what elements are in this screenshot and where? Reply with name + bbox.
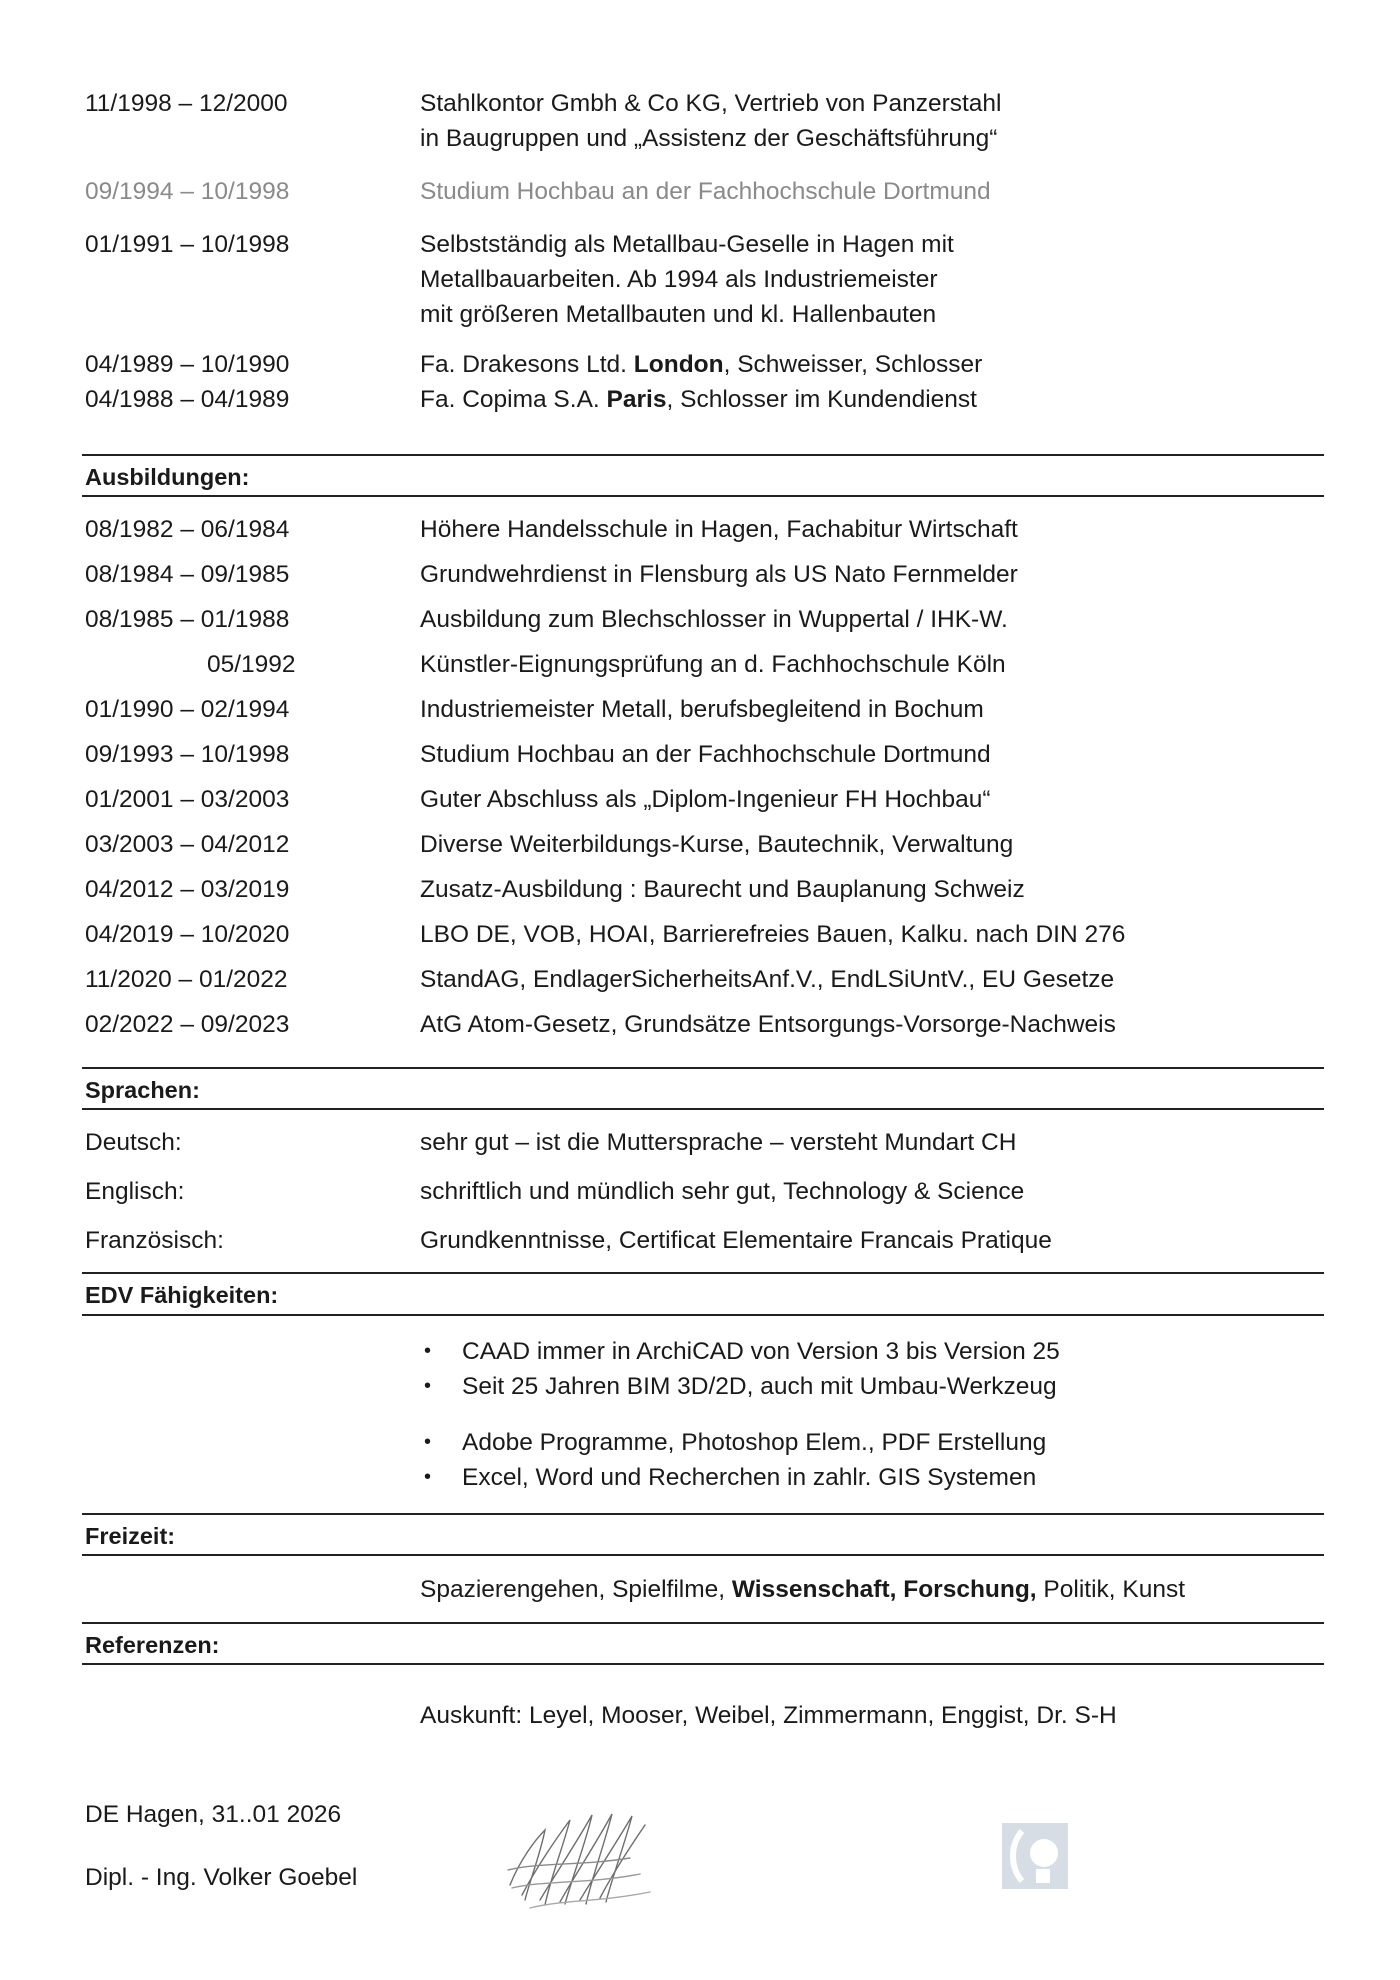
education-text: Höhere Handelsschule in Hagen, Fachabitur Wirtschaft (420, 516, 1018, 543)
education-text: Studium Hochbau an der Fachhochschule Dortmund (420, 741, 991, 768)
education-text: Zusatz-Ausbildung : Baurecht und Bauplanung Schweiz (420, 876, 1025, 903)
education-date: 08/1984 – 09/1985 (85, 561, 290, 588)
education-text: LBO DE, VOB, HOAI, Barrierefreies Bauen, Kalku. nach DIN 276 (420, 921, 1126, 948)
section-title-ausbildungen: Ausbildungen: (85, 464, 250, 490)
education-date: 11/2020 – 01/2022 (85, 966, 288, 993)
experience-desc-line: Metallbauarbeiten. Ab 1994 als Industriemeister (420, 266, 938, 293)
skill-item: Seit 25 Jahren BIM 3D/2D, auch mit Umbau-Werkzeug (462, 1373, 1057, 1400)
language-name: Deutsch: (85, 1129, 182, 1156)
hobbies-text: Spazierengehen, Spielfilme, Wissenschaft, Forschung, Politik, Kunst (420, 1576, 1186, 1603)
education-text: Diverse Weiterbildungs-Kurse, Bautechnik, Verwaltung (420, 831, 1014, 858)
experience-desc-line: Studium Hochbau an der Fachhochschule Dortmund (420, 178, 991, 205)
section-divider (82, 1067, 1324, 1069)
experience-date: 04/1989 – 10/1990 (85, 351, 290, 378)
bullet-icon: • (424, 1340, 432, 1362)
experience-desc-line: Fa. Copima S.A. Paris, Schlosser im Kundendienst (420, 386, 977, 413)
education-date: 03/2003 – 04/2012 (85, 831, 290, 858)
section-title-referenzen: Referenzen: (85, 1632, 220, 1658)
education-date: 08/1985 – 01/1988 (85, 606, 290, 633)
section-divider (82, 1513, 1324, 1515)
section-divider (82, 1272, 1324, 1274)
experience-desc-line: mit größeren Metallbauten und kl. Hallenbauten (420, 301, 937, 328)
education-text: StandAG, EndlagerSicherheitsAnf.V., EndLSiUntV., EU Gesetze (420, 966, 1115, 993)
author-name: Dipl. - Ing. Volker Goebel (85, 1864, 358, 1891)
section-title-sprachen: Sprachen: (85, 1077, 200, 1103)
section-divider (82, 1314, 1324, 1316)
section-divider (82, 1663, 1324, 1665)
experience-date: 04/1988 – 04/1989 (85, 386, 290, 413)
section-divider (82, 1622, 1324, 1624)
education-text: Grundwehrdienst in Flensburg als US Nato Fernmelder (420, 561, 1018, 588)
bullet-icon: • (424, 1466, 432, 1488)
experience-desc-line: Fa. Drakesons Ltd. London, Schweisser, Schlosser (420, 351, 983, 378)
education-text: Ausbildung zum Blechschlosser in Wuppertal / IHK-W. (420, 606, 1008, 633)
education-text: Guter Abschluss als „Diplom-Ingenieur FH Hochbau“ (420, 786, 991, 813)
section-divider (82, 1554, 1324, 1556)
experience-desc-line: Stahlkontor Gmbh & Co KG, Vertrieb von Panzerstahl (420, 90, 1002, 117)
experience-desc-line: in Baugruppen und „Assistenz der Geschäftsführung“ (420, 125, 998, 152)
city-london: London (633, 351, 724, 378)
education-date: 05/1992 (207, 651, 296, 678)
language-level: schriftlich und mündlich sehr gut, Technology & Science (420, 1178, 1025, 1205)
skill-item: CAAD immer in ArchiCAD von Version 3 bis Version 25 (462, 1338, 1060, 1365)
section-divider (82, 454, 1324, 456)
education-date: 02/2022 – 09/2023 (85, 1011, 290, 1038)
education-date: 01/1990 – 02/1994 (85, 696, 290, 723)
place-date: DE Hagen, 31..01 2026 (85, 1801, 342, 1828)
skill-item: Excel, Word und Recherchen in zahlr. GIS Systemen (462, 1464, 1037, 1491)
education-date: 04/2019 – 10/2020 (85, 921, 290, 948)
education-date: 08/1982 – 06/1984 (85, 516, 290, 543)
experience-date: 11/1998 – 12/2000 (85, 90, 288, 117)
bullet-icon: • (424, 1375, 432, 1397)
language-name: Französisch: (85, 1227, 224, 1254)
section-divider (82, 495, 1324, 497)
hobbies-highlight: Wissenschaft, Forschung, (731, 1576, 1037, 1603)
city-paris: Paris (606, 386, 667, 413)
education-date: 01/2001 – 03/2003 (85, 786, 290, 813)
skill-item: Adobe Programme, Photoshop Elem., PDF Erstellung (462, 1429, 1047, 1456)
education-text: AtG Atom-Gesetz, Grundsätze Entsorgungs-Vorsorge-Nachweis (420, 1011, 1116, 1038)
experience-date: 09/1994 – 10/1998 (85, 178, 290, 205)
logo-icon (1002, 1823, 1068, 1889)
section-title-freizeit: Freizeit: (85, 1523, 176, 1549)
section-title-edv: EDV Fähigkeiten: (85, 1282, 279, 1308)
language-level: Grundkenntnisse, Certificat Elementaire Francais Pratique (420, 1227, 1052, 1254)
signature-image (500, 1800, 660, 1920)
section-divider (82, 1108, 1324, 1110)
education-text: Industriemeister Metall, berufsbegleitend in Bochum (420, 696, 984, 723)
references-text: Auskunft: Leyel, Mooser, Weibel, Zimmermann, Enggist, Dr. S-H (420, 1702, 1117, 1729)
bullet-icon: • (424, 1431, 432, 1453)
experience-desc-line: Selbstständig als Metallbau-Geselle in Hagen mit (420, 231, 954, 258)
education-date: 04/2012 – 03/2019 (85, 876, 290, 903)
language-name: Englisch: (85, 1178, 185, 1205)
language-level: sehr gut – ist die Muttersprache – versteht Mundart CH (420, 1129, 1017, 1156)
education-date: 09/1993 – 10/1998 (85, 741, 290, 768)
education-text: Künstler-Eignungsprüfung an d. Fachhochschule Köln (420, 651, 1006, 678)
experience-date: 01/1991 – 10/1998 (85, 231, 290, 258)
